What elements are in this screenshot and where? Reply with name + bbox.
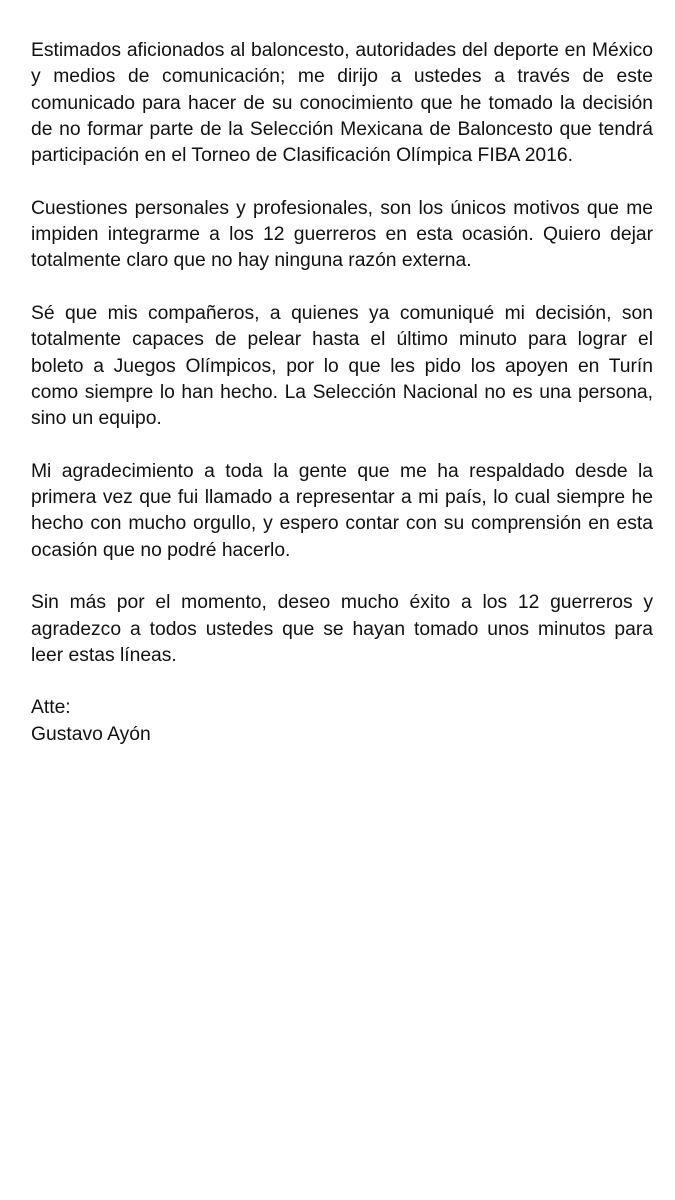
letter-closing-block <box>31 695 653 748</box>
letter-document <box>31 38 653 748</box>
signature-name: Gustavo Ayón <box>31 723 151 745</box>
letter-paragraph-5: Sin más por el momento, deseo mucho éxito a los 12 guerreros y agradezco a todos ustedes que se hayan tomado unos minutos para leer estas líneas. <box>31 592 653 666</box>
closing-salutation: Atte: <box>31 697 71 719</box>
letter-paragraph-4: Mi agradecimiento a toda la gente que me ha respaldado desde la primera vez que fui llamado a representar a mi país, lo cual siempre he hecho con mucho orgullo, y espero contar con su comprensión en esta ocasión que no podré hacerlo. <box>31 460 653 561</box>
letter-paragraph-1: Estimados aficionados al baloncesto, autoridades del deporte en México y medios de comunicación; me dirijo a ustedes a través de este comunicado para hacer de su conocimiento que he tomado la decisión de no formar parte de la Selección Mexicana de Baloncesto que tendrá participación en el Torneo de Clasificación Olímpica FIBA 2016. <box>31 40 653 167</box>
letter-paragraph-2: Cuestiones personales y profesionales, son los únicos motivos que me impiden integrarme a los 12 guerreros en esta ocasión. Quiero dejar totalmente claro que no hay ninguna razón externa. <box>31 197 653 272</box>
letter-paragraph-3: Sé que mis compañeros, a quienes ya comuniqué mi decisión, son totalmente capaces de pelear hasta el último minuto para lograr el boleto a Juegos Olímpicos, por lo que les pido los apoyen en Turín como siempre lo han hecho. La Selección Nacional no es una persona, sino un equipo. <box>31 302 653 430</box>
